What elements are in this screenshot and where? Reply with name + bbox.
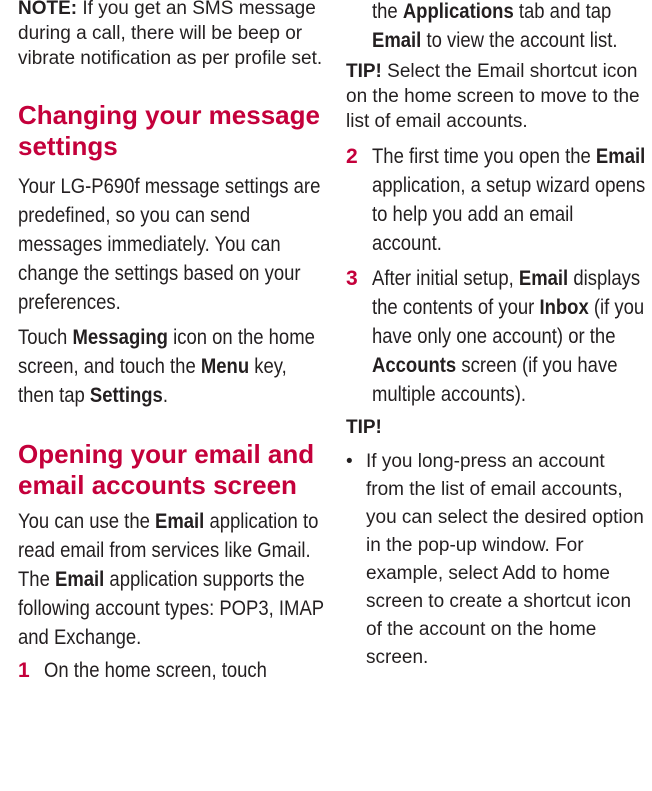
text-run: icon on the home screen, and touch the [18, 326, 315, 378]
step-number: 3 [346, 267, 358, 290]
heading-line: settings [18, 131, 118, 161]
inbox-term: Inbox [539, 296, 589, 319]
step-2 [346, 142, 646, 258]
text-run: Touch [18, 326, 73, 349]
text-run: After initial setup, [372, 267, 519, 290]
text-run: key, then tap [18, 355, 287, 407]
tip-bullet-item [346, 448, 646, 672]
message-settings-paragraph: Your LG-P690f message settings are predefined, so you can send messages immediately. You can change the settings based on your preferences. [18, 175, 321, 314]
step-text [372, 0, 647, 55]
step-text: On the home screen, touch [44, 659, 267, 682]
text-run: application supports the following account types: POP3, IMAP and Exchange. [18, 568, 324, 649]
section-heading-message-settings [18, 100, 323, 162]
applications-term: Applications [402, 0, 514, 23]
tip-label: TIP! [346, 417, 382, 438]
tip-heading [346, 415, 646, 440]
section-heading-email-accounts [18, 439, 323, 501]
menu-term: Menu [200, 355, 250, 378]
email-term: Email [155, 510, 205, 533]
tip-text: Select the Email shortcut icon on the home screen to move to the list of email accounts. [346, 61, 640, 132]
email-term: Email [518, 267, 569, 290]
email-term: Email [54, 568, 105, 591]
email-app-paragraph [18, 507, 324, 652]
bullet-text: If you long-press an account from the list of email accounts, you can select the desired option in the pop-up window. For example, select Add to home screen to create a shortcut icon of the account on the home screen. [366, 451, 644, 668]
settings-term: Settings [89, 384, 163, 407]
accounts-term: Accounts [372, 354, 457, 377]
step-text [372, 142, 647, 258]
text-run: The first time you open the [372, 145, 596, 168]
text-run: application, a setup wizard opens to help you add an email account. [372, 174, 646, 255]
messaging-instructions-paragraph [18, 323, 324, 410]
step-number: 1 [18, 659, 30, 682]
text-run: to view the account list. [421, 29, 618, 52]
text-run: (if you have only one account) or the [372, 296, 645, 348]
email-term: Email [595, 145, 646, 168]
heading-line: Opening your email and [18, 439, 315, 469]
bullet-icon: • [346, 451, 353, 472]
heading-line: email accounts screen [18, 470, 297, 500]
step-1 [18, 656, 323, 685]
text-run: application to read email from services like Gmail. The [18, 510, 319, 591]
step-text [372, 264, 647, 409]
note-label: NOTE: [18, 0, 78, 19]
text-run: displays the contents of your [372, 267, 641, 319]
email-term: Email [372, 29, 422, 52]
step-3 [346, 264, 646, 409]
note-text: If you get an SMS message during a call, there will be beep or vibrate notification as per profile set. [18, 0, 323, 69]
text-run: the [372, 0, 403, 23]
step-number: 2 [346, 145, 358, 168]
text-run: . [162, 384, 168, 407]
heading-line: Changing your message [18, 100, 320, 130]
text-run: You can use the [18, 510, 156, 533]
left-column [18, 0, 323, 685]
tip-label: TIP! [346, 61, 382, 82]
text-run: tab and tap [513, 0, 612, 23]
note-paragraph [18, 0, 323, 71]
tip-paragraph [346, 59, 646, 134]
right-column [346, 0, 646, 672]
messaging-term: Messaging [72, 326, 168, 349]
text-run: screen (if you have multiple accounts). [372, 354, 618, 406]
step-1-continued [346, 0, 646, 55]
